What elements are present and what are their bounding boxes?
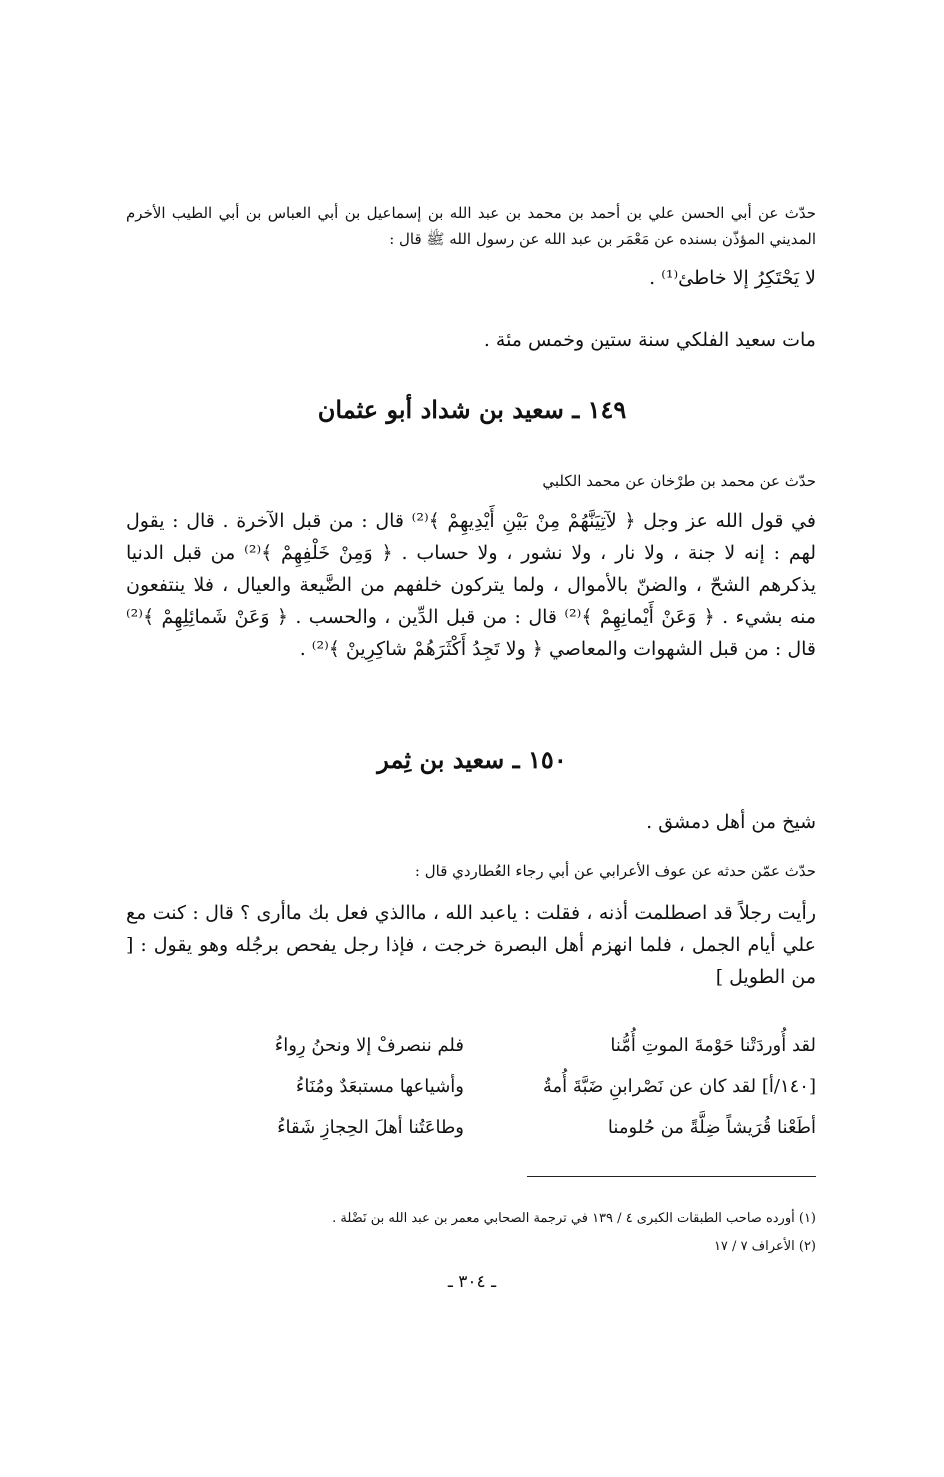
page-number: ـ ٣٠٤ ـ xyxy=(447,1272,497,1292)
section-150-title: ١٥٠ ـ سعيد بن ثِمر xyxy=(377,745,567,774)
footnote-divider xyxy=(527,1176,816,1177)
verse-2-first-hemistich: [١٤٠/أ] لقد كان عن نَصْرابنِ ضَبَّةَ أُمةُ xyxy=(542,1076,816,1097)
section-149-text: في قول الله عز وجل ﴿ لآتِيَنَّهُمْ مِنْ بَيْنِ أَيْدِيهِمْ ﴾⁽²⁾ قال : من قبل الآخرة . قال : يقول لهم : إنه لا جنة ، ولا نار ، ولا نشور ، ولا حساب . ﴿ وَمِنْ خَلْفِهِمْ ﴾⁽²⁾ من قبل الدنيا يذكرهم الشحّ ، والضنّ بالأموال ، ولما يتركون خلفهم من الضَّيعة والعيال ، فلا ينتفعون منه بشيء . ﴿ وَعَنْ أَيْمانِهِمْ ﴾⁽²⁾ قال : من قبل الدِّين ، والحسب . ﴿ وَعَنْ شَمائِلِهِمْ ﴾⁽²⁾ قال : من قبل الشهوات والمعاصي ﴿ ولا تَجِدُ أَكْثَرَهُمْ شاكِرِينْ ﴾⁽²⁾ . xyxy=(126,510,817,660)
verse-3-second-hemistich: وطاعَتُنا أهلَ الحِجازِ شَقاءُ xyxy=(277,1117,464,1138)
death-note: مات سعيد الفلكي سنة ستين وخمس مئة . xyxy=(483,329,816,351)
section-150-isnad: حدّث عمّن حدثه عن عوف الأعرابي عن أبي رجاء العُطاردي قال : xyxy=(414,862,816,880)
section-150-text: رأيت رجلاً قد اصطلمت أذنه ، فقلت : ياعبد الله ، ماالذي فعل بك ماأرى ؟ قال : كنت مع علي أيام الجمل ، فلما انهزم أهل البصرة خرجت ، فإذا رجل يفحص برجُله وهو يقول : [ من الطويل ] xyxy=(126,902,816,988)
hadith-text: لا يَحْتَكِرُ إلا خاطئ⁽¹⁾ . xyxy=(649,267,816,289)
isnad-paragraph: حدّث عن أبي الحسن علي بن أحمد بن محمد بن عبد الله بن إسماعيل بن أبي العباس بن أبي الطيب الأخرم المديني المؤذّن بسنده عن مَعْمَر بن عبد الله عن رسول الله ﷺ قال : xyxy=(126,204,816,248)
verse-3-first-hemistich: أطَعْنا قُرَيشاً ضِلَّةً من حُلومنا xyxy=(607,1117,816,1138)
section-149-title: ١٤٩ ـ سعيد بن شداد أبو عثمان xyxy=(317,395,627,424)
verse-1-second-hemistich: فلم ننصرفْ إلا ونحنُ رِواءُ xyxy=(274,1035,464,1056)
footnote-1: (١) أورده صاحب الطبقات الكبرى ٤ / ١٣٩ في ترجمة الصحابي معمر بن عبد الله بن نَضْلة . xyxy=(332,1211,816,1226)
section-150-description: شيخ من أهل دمشق . xyxy=(646,811,816,833)
verse-1-first-hemistich: لقد أُوردَتْنا حَوْمةَ الموتِ أُمُّنا xyxy=(610,1035,816,1056)
verse-2-second-hemistich: وأشياعها مستبعَدٌ ومُنَاءُ xyxy=(295,1076,464,1097)
section-149-isnad: حدّث عن محمد بن طرْخان عن محمد الكلبي xyxy=(542,472,816,490)
footnote-2: (٢) الأعراف ٧ / ١٧ xyxy=(713,1239,816,1254)
